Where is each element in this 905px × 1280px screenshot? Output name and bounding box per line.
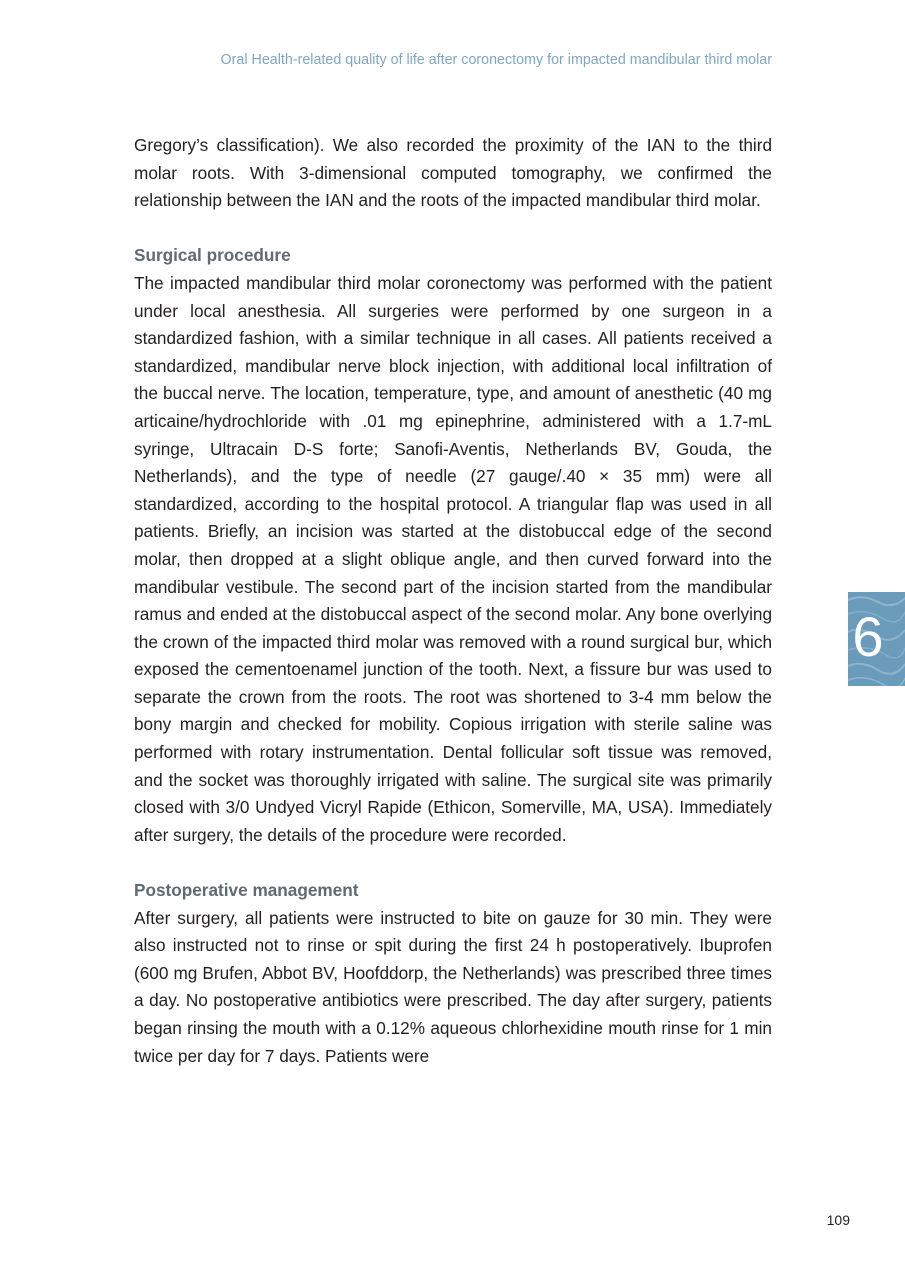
chapter-number: 6	[852, 605, 884, 668]
surgical-procedure-paragraph: The impacted mandibular third molar coronectomy was performed with the patient under local anesthesia. All surgeries were performed by one surgeon in a standardized fashion, with a similar technique in all cases. All patients received a standardized, mandibular nerve block injection, with additional local infiltration of the buccal nerve. The location, temperature, type, and amount of anesthetic (40 mg articaine/hydrochloride with .01 mg epinephrine, administered with a 1.7-mL syringe, Ultracain D-S forte; Sanofi-Aventis, Netherlands BV, Gouda, the Netherlands), and the type of needle (27 gauge/.40 × 35 mm) were all standardized, according to the hospital protocol. A triangular flap was used in all patients. Briefly, an incision was started at the distobuccal edge of the second molar, then dropped at a slight oblique angle, and then curved forward into the mandibular vestibule. The second part of the incision started from the mandibular ramus and ended at the distobuccal aspect of the second molar. Any bone overlying the crown of the impacted third molar was removed with a round surgical bur, which exposed the cementoenamel junction of the tooth. Next, a fissure bur was used to separate the crown from the roots. The root was shortened to 3-4 mm below the bony margin and checked for mobility. Copious irrigation with sterile saline was performed with rotary instrumentation. Dental follicular soft tissue was removed, and the socket was thoroughly irrigated with saline. The surgical site was primarily closed with 3/0 Undyed Vicryl Rapide (Ethicon, Somerville, MA, USA). Immediately after surgery, the details of the procedure were recorded.	[134, 272, 772, 845]
section-heading-postoperative-management: Postoperative management	[134, 880, 359, 901]
paragraph-gap	[134, 849, 772, 877]
main-body-text	[134, 132, 772, 1070]
running-header: Oral Health-related quality of life after coronectomy for impacted mandibular third molar	[220, 52, 772, 68]
chapter-tab	[848, 592, 905, 686]
postoperative-management-paragraph: After surgery, all patients were instructed to bite on gauze for 30 min. They were also instructed not to rinse or spit during the first 24 h postoperatively. Ibuprofen (600 mg Brufen, Abbot BV, Hoofddorp, the Netherlands) was prescribed three times a day. No postoperative antibiotics were prescribed. The day after surgery, patients began rinsing the mouth with a 0.12% aqueous chlorhexidine mouth rinse for 1 min twice per day for 7 days. Patients were	[134, 907, 772, 1066]
page-number: 109	[826, 1212, 850, 1228]
section-heading-surgical-procedure: Surgical procedure	[134, 245, 291, 266]
intro-paragraph: Gregory’s classification). We also recorded the proximity of the IAN to the third molar roots. With 3-dimensional computed tomography, we confirmed the relationship between the IAN and the roots of the impacted mandibular third molar.	[134, 135, 772, 211]
paragraph-gap	[134, 215, 772, 243]
